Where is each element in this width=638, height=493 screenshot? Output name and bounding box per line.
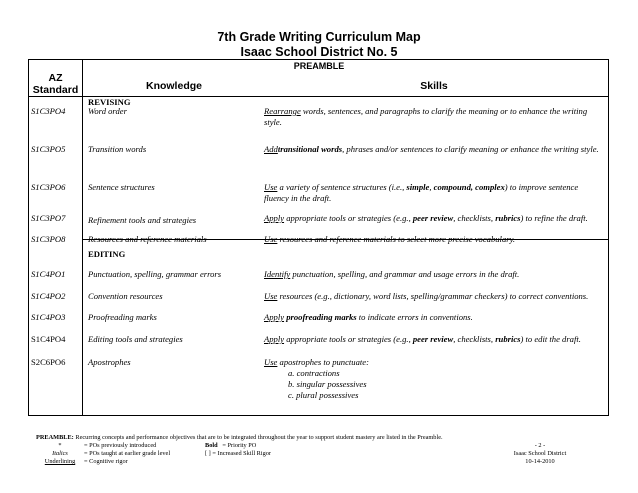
footer-legend-keys — [36, 442, 84, 466]
skill-verb: Add — [264, 144, 278, 154]
page-number: - 2 - — [534, 442, 546, 449]
skill-description — [264, 106, 604, 128]
section-editing: EDITING — [88, 249, 126, 259]
apostrophe-list — [264, 368, 604, 401]
standard-code: S1C3PO7 — [31, 213, 66, 223]
skill-verb: Use — [264, 182, 278, 192]
knowledge-item: Transition words — [88, 144, 147, 154]
list-item: b. singular possessives — [288, 379, 367, 389]
section-revising: REVISING — [88, 97, 131, 107]
standard-code: S1C4PO4 — [31, 334, 66, 344]
standard-code: S1C3PO5 — [31, 144, 66, 154]
skill-text: , checklists, — [453, 213, 496, 223]
skill-verb: Use — [264, 357, 278, 367]
standard-code: S1C4PO3 — [31, 312, 66, 322]
legend-italics: Italics — [52, 450, 68, 457]
skill-bold: transitional words — [277, 144, 343, 154]
knowledge-item: Editing tools and strategies — [88, 334, 183, 344]
preamble-heading: PREAMBLE — [293, 61, 345, 71]
skill-bold: simple — [406, 182, 430, 192]
skill-bold: compound, complex — [433, 182, 505, 192]
footer-district: Isaac School District — [513, 450, 567, 457]
skill-description — [264, 144, 604, 155]
skill-description — [264, 182, 604, 204]
knowledge-item: Punctuation, spelling, grammar errors — [88, 269, 222, 279]
skill-verb: Rearrange — [264, 106, 301, 116]
footer-preamble-label: PREAMBLE: — [36, 434, 74, 441]
footer-legend-right — [205, 442, 315, 458]
skill-bold: rubrics — [495, 334, 521, 344]
skill-bold: peer review — [412, 213, 454, 223]
skill-bold: proofreading marks — [286, 312, 357, 322]
footer-date: 10-14-2010 — [525, 458, 555, 465]
skills-header: Skills — [420, 80, 448, 92]
skill-description — [264, 213, 604, 224]
skill-text: apostrophes to punctuate: — [277, 357, 369, 367]
legend-bold-text: = Priority PO — [222, 442, 257, 449]
skill-verb: Use — [264, 234, 278, 244]
standard-code: S1C3PO6 — [31, 182, 66, 192]
standard-code: S1C4PO2 — [31, 291, 66, 301]
skill-bold: rubrics — [495, 213, 521, 223]
knowledge-header: Knowledge — [145, 80, 202, 92]
knowledge-item: Refinement tools and strategies — [88, 215, 197, 225]
skill-description — [264, 312, 604, 323]
footer-preamble — [36, 434, 536, 442]
standard-header-label: Standard — [32, 84, 79, 96]
skill-text: , phrases and/or sentences to clarify meaning or enhance the writing style. — [342, 144, 599, 154]
skill-text: , — [429, 182, 434, 192]
skill-verb: Apply — [264, 312, 285, 322]
skill-verb: Use — [264, 291, 278, 301]
standard-code: S1C3PO8 — [31, 234, 66, 244]
skill-text: appropriate tools or strategies (e.g., — [284, 334, 413, 344]
skill-text: words, sentences, and paragraphs to clarify the meaning or to enhance the writing style. — [264, 106, 588, 127]
skill-text: appropriate tools or strategies (e.g., — [284, 213, 413, 223]
legend-brackets-text: = Increased Skill Rigor — [212, 450, 271, 457]
knowledge-item: Sentence structures — [88, 182, 155, 192]
legend-star: * — [58, 442, 62, 449]
footer-legend-values — [84, 442, 204, 466]
skill-description — [264, 234, 604, 245]
list-item: a. contractions — [288, 368, 340, 378]
district-title: Isaac School District No. 5 — [240, 45, 398, 59]
skill-description — [264, 291, 604, 302]
legend-star-text: = POs previously introduced — [84, 442, 157, 449]
skill-text: punctuation, spelling, and grammar and usage errors in the draft. — [290, 269, 520, 279]
skill-verb: Identify — [264, 269, 291, 279]
skill-verb: Apply — [264, 334, 285, 344]
footer-preamble-text: Recurring concepts and performance objectives that are to be integrated throughout the year to support student mastery are listed in the Preamble. — [75, 434, 443, 441]
skill-description — [264, 357, 604, 401]
footer-page-info — [490, 442, 590, 466]
standard-code: S1C3PO4 — [31, 106, 66, 116]
legend-bold: Bold — [205, 442, 218, 449]
skill-description — [264, 269, 604, 280]
legend-underlining: Underlining — [44, 458, 76, 465]
list-item: c. plural possessives — [288, 390, 359, 400]
knowledge-item: Resources and reference materials — [88, 234, 207, 244]
standard-code: S2C6PO6 — [31, 357, 66, 367]
knowledge-item: Word order — [88, 106, 127, 116]
standard-code: S1C4PO1 — [31, 269, 66, 279]
skill-text: ) to refine the draft. — [520, 213, 588, 223]
legend-brackets: [ ] — [205, 450, 211, 457]
az-standard-header — [29, 72, 82, 96]
curriculum-table — [28, 59, 609, 416]
legend-italics-text: = POs taught at earlier grade level — [84, 450, 171, 457]
skill-text: , checklists, — [453, 334, 496, 344]
skill-bold: peer review — [412, 334, 454, 344]
skill-text: ) to improve sentence fluency in the draft. — [264, 182, 579, 203]
knowledge-item: Apostrophes — [88, 357, 131, 367]
page-title: 7th Grade Writing Curriculum Map — [217, 30, 421, 44]
az-header-label: AZ — [48, 72, 63, 84]
skill-verb: Apply — [264, 213, 285, 223]
skill-text: to indicate errors in conventions. — [356, 312, 473, 322]
knowledge-item: Convention resources — [88, 291, 163, 301]
skill-text: resources (e.g., dictionary, word lists, spelling/grammar checkers) to correct conventions. — [277, 291, 589, 301]
skill-description — [264, 334, 604, 345]
legend-underlining-text: = Cognitive rigor — [84, 458, 128, 465]
skill-text: ) to edit the draft. — [520, 334, 581, 344]
skill-text: a variety of sentence structures (i.e., — [277, 182, 407, 192]
knowledge-item: Proofreading marks — [88, 312, 157, 322]
skill-text: resources and reference materials to select more precise vocabulary. — [277, 234, 516, 244]
